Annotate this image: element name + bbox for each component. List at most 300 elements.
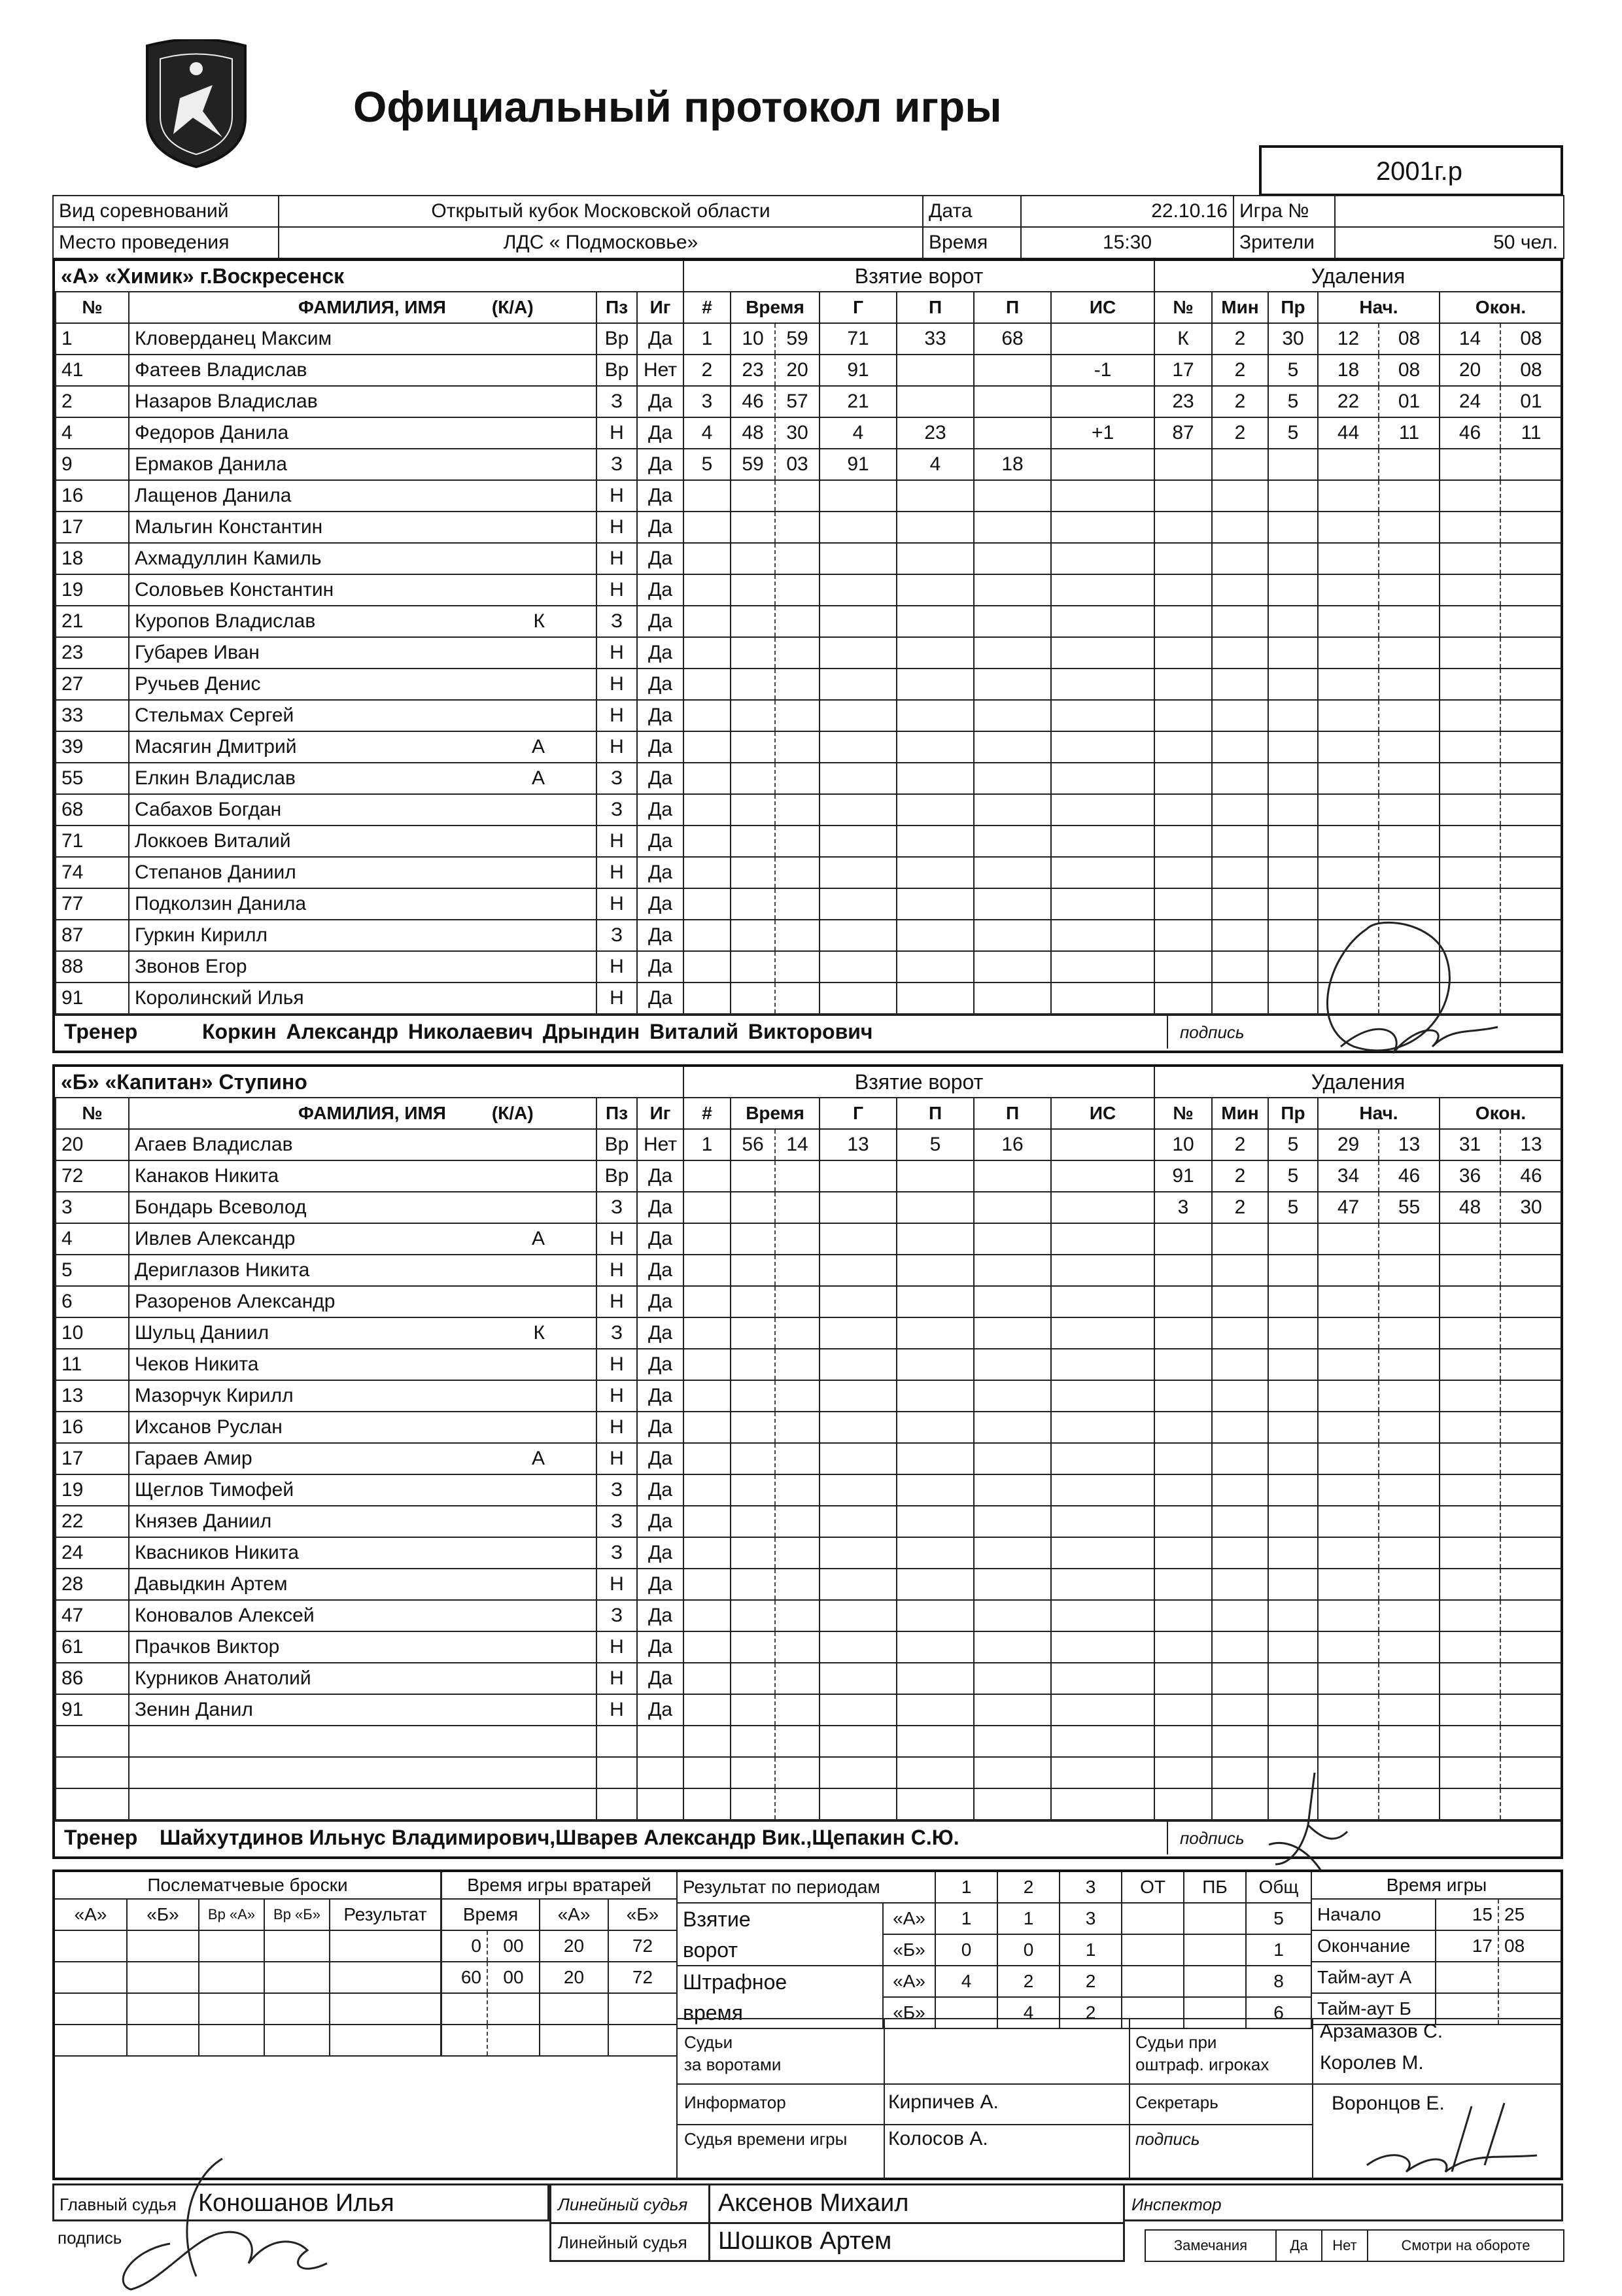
player-played: Да bbox=[637, 1380, 683, 1412]
empty-cell bbox=[1051, 574, 1154, 606]
penalty-end-sec: 30 bbox=[1500, 1192, 1561, 1223]
goal-situation: -1 bbox=[1051, 355, 1154, 386]
player-name-cell bbox=[129, 1223, 596, 1255]
goal-row bbox=[683, 574, 1154, 606]
empty-cell bbox=[1318, 512, 1379, 543]
gk-row2-sec: 00 bbox=[487, 1962, 540, 1993]
goal-second: 14 bbox=[775, 1129, 820, 1160]
empty-cell bbox=[1500, 888, 1561, 920]
goal-scorer: 71 bbox=[820, 323, 897, 355]
player-name-cell bbox=[129, 700, 596, 731]
penalty-reason: 5 bbox=[1268, 1129, 1318, 1160]
goals-b-p2: 0 bbox=[997, 1934, 1060, 1966]
player-row bbox=[56, 574, 683, 606]
empty-cell bbox=[683, 794, 731, 826]
empty-cell bbox=[820, 951, 897, 983]
empty-cell bbox=[820, 1255, 897, 1286]
player-position: Н bbox=[596, 1569, 637, 1600]
main-referee-label: Главный судья bbox=[60, 2195, 177, 2214]
empty-cell bbox=[1051, 731, 1154, 763]
penalty-start-sec: 01 bbox=[1379, 386, 1440, 417]
shootout-table bbox=[55, 1872, 441, 2057]
penalty-start-min: 12 bbox=[1318, 323, 1379, 355]
place-value: ЛДС « Подмосковье» bbox=[279, 227, 923, 258]
player-number: 74 bbox=[56, 857, 129, 888]
secretary-label: Секретарь bbox=[1135, 2093, 1218, 2112]
team-b-signature bbox=[1262, 1766, 1354, 1877]
empty-cell bbox=[775, 731, 820, 763]
gk-col-b: «Б» bbox=[608, 1899, 677, 1930]
player-number: 21 bbox=[56, 606, 129, 637]
empty-cell bbox=[1212, 1757, 1268, 1788]
empty-cell bbox=[731, 512, 775, 543]
empty-cell bbox=[1154, 1663, 1212, 1694]
goal-row bbox=[683, 951, 1154, 983]
penalty-row bbox=[1154, 543, 1561, 574]
empty-cell bbox=[1440, 1726, 1500, 1757]
team-a-roster bbox=[55, 261, 684, 1015]
player-name-cell bbox=[129, 1349, 596, 1380]
player-row bbox=[56, 731, 683, 763]
player-row bbox=[56, 1631, 683, 1663]
empty-cell bbox=[820, 512, 897, 543]
empty-cell bbox=[1154, 1788, 1212, 1820]
empty-cell bbox=[1268, 794, 1318, 826]
empty-cell bbox=[1212, 983, 1268, 1014]
player-played: Да bbox=[637, 637, 683, 669]
empty-cell bbox=[974, 543, 1051, 574]
penalty-row bbox=[1154, 1129, 1561, 1160]
goal-number: 4 bbox=[683, 417, 731, 449]
remarks-no: Нет bbox=[1322, 2230, 1368, 2261]
pim-team-a: «А» bbox=[883, 1966, 935, 1997]
empty-cell bbox=[1318, 449, 1379, 480]
empty-cell bbox=[1440, 637, 1500, 669]
empty-cell bbox=[1051, 1412, 1154, 1443]
empty-cell bbox=[1268, 1663, 1318, 1694]
empty-cell bbox=[1379, 1757, 1440, 1788]
empty-cell bbox=[1500, 1631, 1561, 1663]
empty-cell bbox=[1500, 763, 1561, 794]
empty-cell bbox=[974, 1160, 1051, 1192]
goal-assist-2 bbox=[974, 355, 1051, 386]
goal-assist-2 bbox=[974, 386, 1051, 417]
goal-row bbox=[683, 1506, 1154, 1537]
empty-cell bbox=[683, 1726, 731, 1757]
empty-cell bbox=[683, 1443, 731, 1474]
empty-cell bbox=[1154, 449, 1212, 480]
empty-cell bbox=[1212, 1286, 1268, 1317]
penalty-reason: 5 bbox=[1268, 1192, 1318, 1223]
player-row bbox=[56, 1663, 683, 1694]
empty-cell bbox=[731, 1757, 775, 1788]
empty-cell bbox=[1212, 543, 1268, 574]
goal-col-situation: ИС bbox=[1051, 292, 1154, 323]
col-position: Пз bbox=[596, 1098, 637, 1129]
penalty-row bbox=[1154, 763, 1561, 794]
penalty-row bbox=[1154, 1726, 1561, 1757]
penalty-reason: 5 bbox=[1268, 417, 1318, 449]
player-name: Давыдкин Артем bbox=[135, 1573, 288, 1595]
empty-cell bbox=[1051, 512, 1154, 543]
empty-cell bbox=[974, 637, 1051, 669]
empty-cell bbox=[731, 637, 775, 669]
empty-cell bbox=[897, 606, 974, 637]
empty-cell bbox=[897, 1317, 974, 1349]
empty-cell bbox=[1500, 1474, 1561, 1506]
empty-cell bbox=[1212, 1380, 1268, 1412]
player-number: 16 bbox=[56, 1412, 129, 1443]
empty-cell bbox=[1318, 1663, 1379, 1694]
empty-cell bbox=[775, 574, 820, 606]
goal-row bbox=[683, 983, 1154, 1014]
goal-assist-2: 18 bbox=[974, 449, 1051, 480]
penalty-row bbox=[1154, 731, 1561, 763]
empty-cell bbox=[775, 1380, 820, 1412]
player-number: 77 bbox=[56, 888, 129, 920]
penalty-end-min: 48 bbox=[1440, 1192, 1500, 1223]
goal-second: 57 bbox=[775, 386, 820, 417]
empty-cell bbox=[974, 920, 1051, 951]
penalty-minutes: 2 bbox=[1212, 386, 1268, 417]
penalty-minutes: 2 bbox=[1212, 1129, 1268, 1160]
goals-a-total: 5 bbox=[1246, 1903, 1311, 1934]
empty-cell bbox=[820, 637, 897, 669]
goal-second: 59 bbox=[775, 323, 820, 355]
empty-cell bbox=[1268, 669, 1318, 700]
empty-cell bbox=[974, 1443, 1051, 1474]
player-name: Гараев Амир bbox=[135, 1448, 252, 1469]
place-label: Место проведения bbox=[53, 227, 279, 258]
empty-cell bbox=[1051, 857, 1154, 888]
penalty-row bbox=[1154, 386, 1561, 417]
empty-cell bbox=[1379, 606, 1440, 637]
player-position: Н bbox=[596, 1443, 637, 1474]
goal-row bbox=[683, 355, 1154, 386]
goals-a-ot bbox=[1122, 1903, 1184, 1934]
goals-b-p3: 1 bbox=[1060, 1934, 1122, 1966]
empty-cell bbox=[1154, 731, 1212, 763]
penalty-end-min: 31 bbox=[1440, 1129, 1500, 1160]
empty-cell bbox=[820, 1694, 897, 1726]
empty-cell bbox=[1379, 1694, 1440, 1726]
player-name: Курников Анатолий bbox=[135, 1667, 311, 1689]
player-row bbox=[56, 1160, 683, 1192]
penalty-row bbox=[1154, 512, 1561, 543]
empty-cell bbox=[1379, 763, 1440, 794]
empty-cell bbox=[1440, 1380, 1500, 1412]
goalie-time-title: Время игры вратарей bbox=[441, 1872, 677, 1899]
empty-cell bbox=[1440, 606, 1500, 637]
empty-cell bbox=[637, 1788, 683, 1820]
player-name-cell bbox=[129, 826, 596, 857]
empty-cell bbox=[129, 1757, 596, 1788]
player-position: З bbox=[596, 1600, 637, 1631]
empty-cell bbox=[1212, 1726, 1268, 1757]
penalty-judge-1: Арзамазов С. bbox=[1320, 2021, 1443, 2042]
player-number: 22 bbox=[56, 1506, 129, 1537]
empty-cell bbox=[1440, 1286, 1500, 1317]
empty-cell bbox=[820, 1443, 897, 1474]
player-position: Н bbox=[596, 637, 637, 669]
player-played: Да bbox=[637, 449, 683, 480]
empty-cell bbox=[1268, 731, 1318, 763]
goal-row bbox=[683, 386, 1154, 417]
empty-cell bbox=[1154, 1349, 1212, 1380]
empty-cell bbox=[897, 512, 974, 543]
empty-cell bbox=[1212, 951, 1268, 983]
empty-cell bbox=[775, 1192, 820, 1223]
goal-row bbox=[683, 1317, 1154, 1349]
empty-cell bbox=[1212, 888, 1268, 920]
empty-cell bbox=[731, 700, 775, 731]
empty-cell bbox=[1500, 1412, 1561, 1443]
empty-cell bbox=[1051, 543, 1154, 574]
empty-cell bbox=[1379, 574, 1440, 606]
empty-cell bbox=[1268, 1380, 1318, 1412]
secretary-value: Воронцов Е. bbox=[1332, 2093, 1445, 2114]
player-name: Фатеев Владислав bbox=[135, 359, 307, 381]
penalty-end-sec: 01 bbox=[1500, 386, 1561, 417]
col-name-label: ФАМИЛИЯ, ИМЯ bbox=[298, 297, 446, 317]
player-name-cell bbox=[129, 1160, 596, 1192]
player-name: Звонов Егор bbox=[135, 956, 247, 977]
game-time-title: Время игры bbox=[1311, 1872, 1561, 1899]
player-number: 11 bbox=[56, 1349, 129, 1380]
goal-second: 03 bbox=[775, 449, 820, 480]
goal-row bbox=[683, 1255, 1154, 1286]
col-played: Иг bbox=[637, 292, 683, 323]
empty-cell bbox=[1268, 1286, 1318, 1317]
goals-row-label-2: ворот bbox=[677, 1934, 883, 1966]
empty-cell bbox=[1051, 1600, 1154, 1631]
empty-cell bbox=[1212, 449, 1268, 480]
player-number: 19 bbox=[56, 574, 129, 606]
spectators-value: 50 чел. bbox=[1335, 227, 1564, 258]
empty-cell bbox=[683, 1694, 731, 1726]
penalty-minutes: 2 bbox=[1212, 323, 1268, 355]
empty-cell bbox=[1051, 480, 1154, 512]
empty-cell bbox=[1500, 1286, 1561, 1317]
empty-cell bbox=[897, 700, 974, 731]
player-row bbox=[56, 1537, 683, 1569]
empty-cell bbox=[820, 1192, 897, 1223]
player-played: Да bbox=[637, 606, 683, 637]
empty-cell bbox=[1154, 1317, 1212, 1349]
player-row bbox=[56, 1129, 683, 1160]
penalty-start-min: 22 bbox=[1318, 386, 1379, 417]
empty-cell bbox=[1318, 637, 1379, 669]
team-a-signature bbox=[1302, 916, 1511, 1066]
player-number: 47 bbox=[56, 1600, 129, 1631]
empty-cell bbox=[1500, 1726, 1561, 1757]
empty-cell bbox=[1500, 794, 1561, 826]
empty-cell bbox=[897, 543, 974, 574]
game-start-min: 25 bbox=[1498, 1899, 1561, 1930]
player-name: Чеков Никита bbox=[135, 1353, 259, 1375]
empty-cell bbox=[1212, 1600, 1268, 1631]
remarks-table bbox=[1145, 2229, 1564, 2262]
empty-cell bbox=[683, 1569, 731, 1600]
goal-row bbox=[683, 480, 1154, 512]
player-row bbox=[56, 951, 683, 983]
empty-cell bbox=[1318, 1412, 1379, 1443]
penalty-row bbox=[1154, 1286, 1561, 1317]
empty-cell bbox=[683, 480, 731, 512]
player-name-cell bbox=[129, 983, 596, 1014]
player-played: Да bbox=[637, 1160, 683, 1192]
empty-cell bbox=[775, 1223, 820, 1255]
player-name: Сабахов Богдан bbox=[135, 799, 282, 820]
period-col-ot: ОТ bbox=[1122, 1872, 1184, 1903]
player-position: З bbox=[596, 1474, 637, 1506]
empty-cell bbox=[820, 700, 897, 731]
empty-cell bbox=[683, 574, 731, 606]
player-name: Мальгин Константин bbox=[135, 516, 323, 538]
player-name-cell bbox=[129, 1412, 596, 1443]
empty-cell bbox=[731, 1286, 775, 1317]
empty-cell bbox=[1051, 1631, 1154, 1663]
empty-cell bbox=[1500, 1600, 1561, 1631]
empty-cell bbox=[820, 1757, 897, 1788]
empty-cell bbox=[683, 669, 731, 700]
player-position: Н bbox=[596, 1255, 637, 1286]
empty-cell bbox=[1379, 637, 1440, 669]
penalty-row bbox=[1154, 323, 1561, 355]
empty-cell bbox=[1379, 731, 1440, 763]
empty-cell bbox=[56, 1757, 129, 1788]
player-name: Локкоев Виталий bbox=[135, 830, 291, 852]
player-position: Н bbox=[596, 574, 637, 606]
empty-cell bbox=[1500, 512, 1561, 543]
empty-cell bbox=[1154, 1286, 1212, 1317]
penalty-reason: 5 bbox=[1268, 355, 1318, 386]
empty-cell bbox=[1379, 1788, 1440, 1820]
empty-cell bbox=[1318, 700, 1379, 731]
pim-row-label-1: Штрафное bbox=[677, 1966, 883, 1997]
team-b-roster bbox=[55, 1067, 684, 1820]
empty-cell bbox=[1212, 669, 1268, 700]
empty-cell bbox=[775, 1757, 820, 1788]
goal-row bbox=[683, 731, 1154, 763]
empty-cell bbox=[1500, 1537, 1561, 1569]
empty-cell bbox=[897, 857, 974, 888]
empty-cell bbox=[683, 1286, 731, 1317]
penalty-start-sec: 13 bbox=[1379, 1129, 1440, 1160]
penalty-row bbox=[1154, 606, 1561, 637]
goal-row bbox=[683, 417, 1154, 449]
empty-cell bbox=[1440, 888, 1500, 920]
empty-cell bbox=[820, 1160, 897, 1192]
empty-cell bbox=[1154, 480, 1212, 512]
empty-cell bbox=[897, 983, 974, 1014]
empty-cell bbox=[974, 794, 1051, 826]
penalty-row bbox=[1154, 417, 1561, 449]
penalty-row bbox=[1154, 1537, 1561, 1569]
empty-cell bbox=[1440, 1443, 1500, 1474]
player-position: Н bbox=[596, 1663, 637, 1694]
empty-cell bbox=[1268, 857, 1318, 888]
player-role: А bbox=[531, 1228, 545, 1249]
goals-a-p1: 1 bbox=[935, 1903, 997, 1934]
empty-cell bbox=[1154, 606, 1212, 637]
goal-assist-2: 68 bbox=[974, 323, 1051, 355]
empty-cell bbox=[897, 826, 974, 857]
player-played: Да bbox=[637, 543, 683, 574]
player-number: 9 bbox=[56, 449, 129, 480]
empty-cell bbox=[1051, 983, 1154, 1014]
empty-cell bbox=[897, 1160, 974, 1192]
team-a-title: «А» «Химик» г.Воскресенск bbox=[56, 261, 683, 292]
penalty-player: 23 bbox=[1154, 386, 1212, 417]
empty-cell bbox=[1268, 1600, 1318, 1631]
empty-cell bbox=[1212, 1694, 1268, 1726]
empty-cell bbox=[1318, 1569, 1379, 1600]
empty-cell bbox=[731, 1255, 775, 1286]
empty-cell bbox=[897, 480, 974, 512]
goal-col-time: Время bbox=[731, 292, 820, 323]
empty-cell bbox=[683, 1192, 731, 1223]
player-name: Федоров Данила bbox=[135, 422, 289, 444]
empty-cell bbox=[1212, 794, 1268, 826]
empty-cell bbox=[775, 826, 820, 857]
empty-cell bbox=[897, 888, 974, 920]
empty-cell bbox=[1154, 637, 1212, 669]
player-position: Вр bbox=[596, 1160, 637, 1192]
empty-cell bbox=[1440, 1631, 1500, 1663]
empty-cell bbox=[775, 951, 820, 983]
player-played: Да bbox=[637, 1474, 683, 1506]
spectators-label: Зрители bbox=[1234, 227, 1335, 258]
empty-cell bbox=[897, 637, 974, 669]
so-col-a: «А» bbox=[55, 1899, 127, 1930]
player-name-cell bbox=[129, 1443, 596, 1474]
empty-cell bbox=[820, 1317, 897, 1349]
player-name-cell bbox=[129, 1474, 596, 1506]
empty-cell bbox=[731, 888, 775, 920]
empty-cell bbox=[731, 1569, 775, 1600]
empty-cell bbox=[1379, 1663, 1440, 1694]
empty-cell bbox=[820, 1726, 897, 1757]
goal-number: 1 bbox=[683, 1129, 731, 1160]
empty-cell bbox=[1212, 920, 1268, 951]
empty-cell bbox=[1379, 1537, 1440, 1569]
goal-col-number: # bbox=[683, 292, 731, 323]
empty-cell bbox=[897, 1443, 974, 1474]
empty-cell bbox=[1154, 888, 1212, 920]
player-row bbox=[56, 920, 683, 951]
empty-cell bbox=[683, 888, 731, 920]
penalty-judges-label-2: оштраф. игроках bbox=[1135, 2055, 1269, 2074]
penalty-player: 91 bbox=[1154, 1160, 1212, 1192]
empty-cell bbox=[1318, 794, 1379, 826]
empty-cell bbox=[1268, 1506, 1318, 1537]
penalty-player: 10 bbox=[1154, 1129, 1212, 1160]
player-number: 16 bbox=[56, 480, 129, 512]
goal-row bbox=[683, 1569, 1154, 1600]
goal-row bbox=[683, 1160, 1154, 1192]
pim-team-b: «Б» bbox=[883, 1997, 935, 2028]
goal-number: 5 bbox=[683, 449, 731, 480]
player-row bbox=[56, 606, 683, 637]
penalty-row bbox=[1154, 1223, 1561, 1255]
gk-row2-a: 20 bbox=[540, 1962, 608, 1993]
empty-cell bbox=[1154, 1223, 1212, 1255]
player-position: Н bbox=[596, 669, 637, 700]
empty-cell bbox=[974, 1788, 1051, 1820]
player-role: К bbox=[533, 610, 545, 632]
player-position: Н bbox=[596, 1286, 637, 1317]
